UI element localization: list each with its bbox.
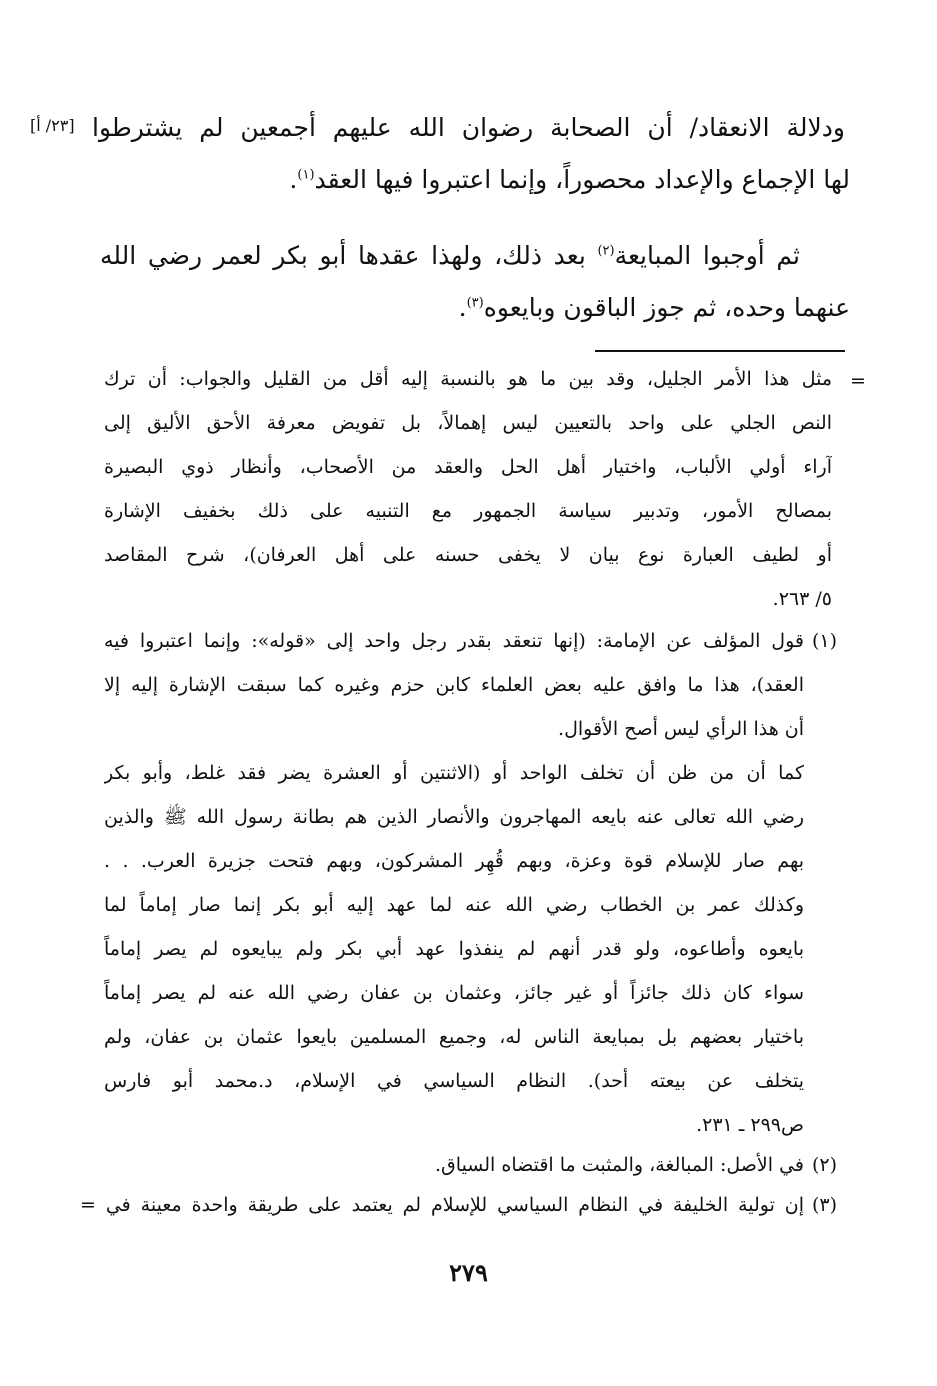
footnote-1-line-9: سواء كان ذلك جائزاً أو غير جائز، وعثمان بن عفان رضي الله عنه لم يصر إماماً [104, 982, 804, 1004]
footnote-1-line-5: رضي الله تعالى عنه بايعه المهاجرون والأنصار الذين هم بطانة رسول الله ﷺ والذين [104, 806, 804, 828]
footnote-3-marker: (٣) [812, 1194, 838, 1216]
footnote-1-line-8: بايعوه وأطاعوه، ولو قدر أنهم لم ينفذوا عهد أبي بكر ولم يبايعوه لم يصر إماماً [104, 938, 804, 960]
continuation-marker: = [850, 370, 866, 392]
footnote-cont-line-2: النص الجلي على واحد بالتعيين ليس إهمالاً، بل تفويض معرفة الأحق الأليق إلى [104, 412, 832, 434]
footnote-cont-line-3: آراء أولي الألباب، واختيار أهل الحل والعقد من الأصحاب، وأنظار ذوي البصيرة [104, 456, 832, 478]
footnote-1-line-1: قول المؤلف عن الإمامة: (إنها تنعقد بقدر رجل واحد إلى «قوله»: وإنما اعتبروا فيه [104, 630, 804, 652]
footnote-3-line-1: إن تولية الخليفة في النظام السياسي للإسلام لم يعتمد على طريقة واحدة معينة في = [80, 1194, 804, 1216]
footnote-1-line-6: بهم صار للإسلام قوة وعزة، وبهم قُهِر المشركون، وبهم فتحت جزيرة العرب. . . [104, 850, 804, 872]
footnote-2-line-1: في الأصل: المبالغة، والمثبت ما اقتضاه السياق. [435, 1154, 804, 1176]
footnote-cont-line-5: أو لطيف العبارة نوع بيان لا يخفى حسنه على أهل العرفان)، شرح المقاصد [104, 544, 832, 566]
footnote-cont-line-6: ٥/ ٢٦٣. [772, 588, 832, 610]
footnote-1-marker: (١) [812, 630, 838, 652]
footnote-1-line-4: كما أن من ظن أن تخلف الواحد أو (الاثنتين أو العشرة يضر فقد غلط، وأبو بكر [104, 762, 804, 784]
footnote-separator [595, 350, 845, 352]
main-text-line-3: ثم أوجبوا المبايعة$^{(٢)}$ بعد ذلك، ولهذا عقدها أبو بكر لعمر رضي الله [100, 241, 800, 270]
footnote-1-line-3: أن هذا الرأي ليس أصح الأقوال. [558, 718, 804, 740]
footnote-ref-2: (٢) [597, 243, 615, 259]
manuscript-folio-reference: [٢٣/ أ] [30, 116, 75, 135]
footnote-1-line-10: باختيار بعضهم بل بمبايعة الناس له، وجميع المسلمين بايعوا عثمان بن عفان، ولم [104, 1026, 804, 1048]
footnote-ref-1: (١) [297, 167, 315, 183]
page-number: ٢٧٩ [449, 1258, 488, 1287]
footnote-ref-3: (٣) [466, 295, 484, 311]
footnote-2-marker: (٢) [812, 1154, 838, 1176]
footnote-cont-line-1: مثل هذا الأمر الجليل، وقد بين ما هو بالنسبة إليه أقل من القليل والجواب: أن ترك [104, 368, 832, 390]
footnote-1-line-7: وكذلك عمر بن الخطاب رضي الله عنه لما عهد إليه أبو بكر إنما صار إماماً لما [104, 894, 804, 916]
footnote-cont-line-4: بمصالح الأمور، وتدبير سياسة الجمهور مع التنبيه على ذلك بخفيف الإشارة [104, 500, 832, 522]
main-text-line-2: لها الإجماع والإعداد محصوراً، وإنما اعتبروا فيها العقد$^{(١)}$. [289, 165, 850, 194]
footnote-1-line-12: ص٢٩٩ ـ ٢٣١. [696, 1114, 804, 1136]
main-text-line-4: عنهما وحده، ثم جوز الباقون وبايعوه$^{(٣)}$. [458, 293, 850, 322]
footnote-1-line-2: العقد)، هذا ما وافق عليه بعض العلماء كابن حزم وغيره كما سبقت الإشارة إليه إلا [104, 674, 804, 696]
main-text-line-1: ودلالة الانعقاد/ أن الصحابة رضوان الله عليهم أجمعين لم يشترطوا [92, 113, 845, 142]
footnote-1-line-11: يتخلف عن بيعته أحد). النظام السياسي في الإسلام، د.محمد أبو فارس [104, 1070, 804, 1092]
